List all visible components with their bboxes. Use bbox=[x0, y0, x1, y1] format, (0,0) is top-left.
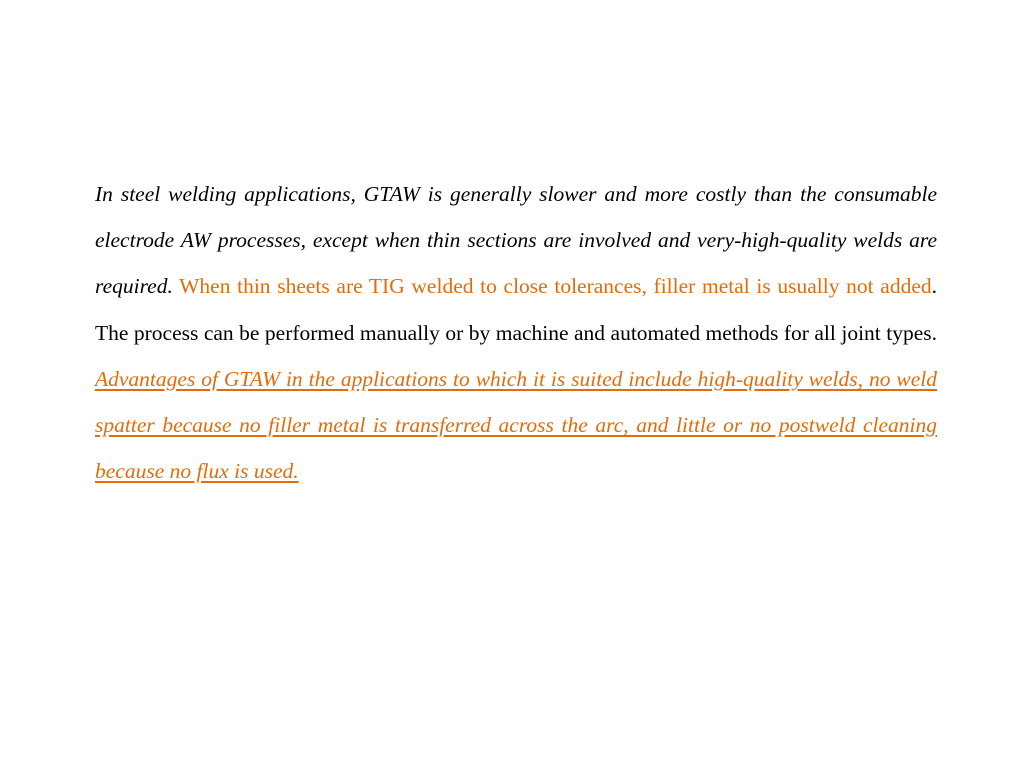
paragraph-segment-process: . The process can be performed manually or by machine and automated methods for all joint types. bbox=[95, 274, 937, 345]
paragraph-segment-advantages: Advantages of GTAW in the applications to which it is suited include high-quality welds, no weld spatter because no filler metal is transferred across the arc, and little or no postweld cleaning because no flux is used. bbox=[95, 366, 937, 484]
paragraph-segment-thin-sheets: When thin sheets are TIG welded to close tolerances, filler metal is usually not added bbox=[179, 274, 932, 299]
body-paragraph bbox=[95, 171, 937, 494]
paragraph-segment-intro: In steel welding applications, GTAW is generally slower and more costly than the consumable electrode AW processes, except when thin sections are involved and very-high-quality welds are required. bbox=[95, 182, 937, 299]
